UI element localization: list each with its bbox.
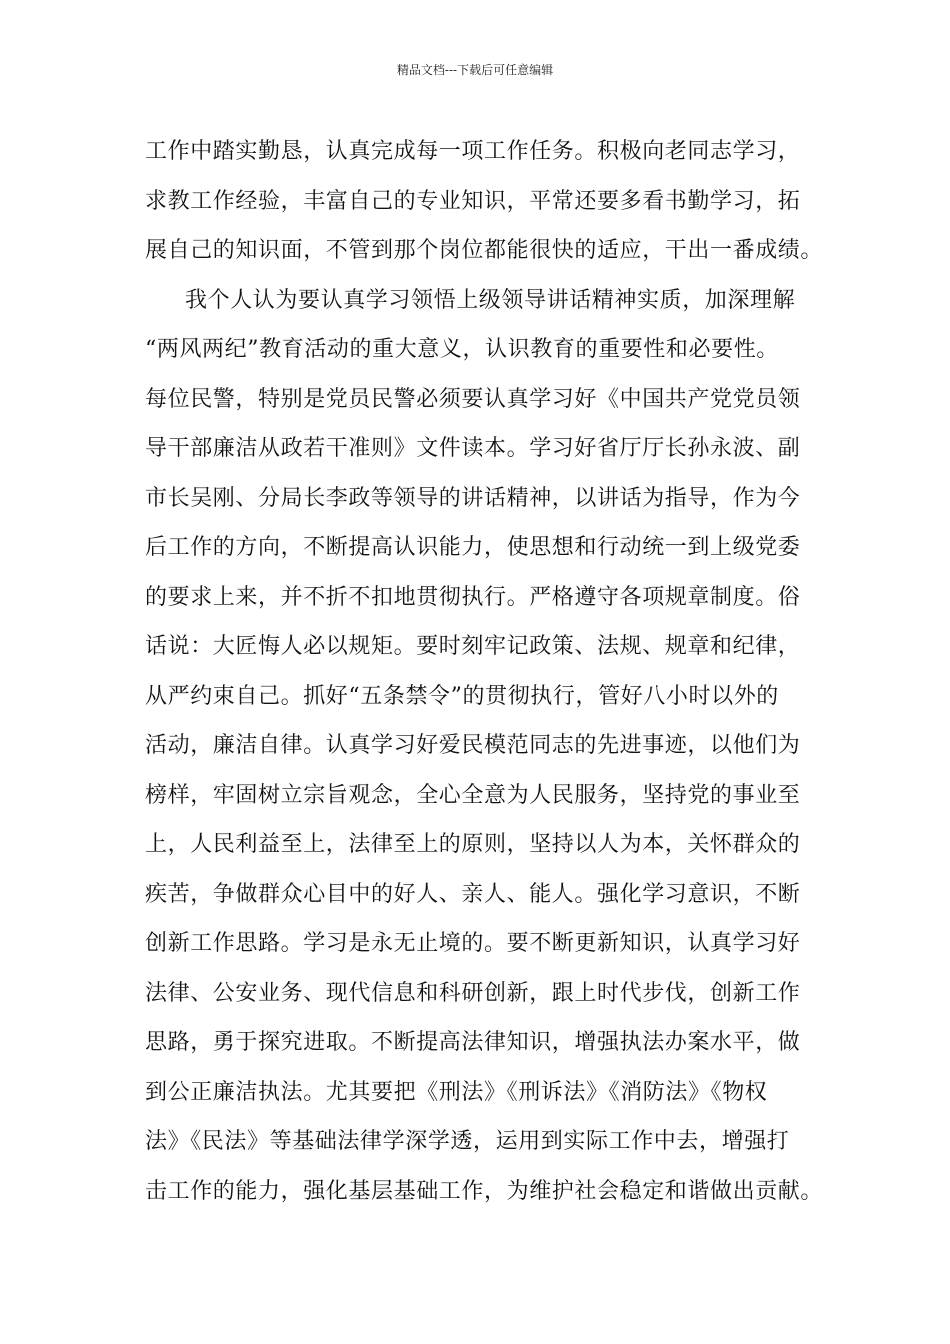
text-line: 导干部廉洁从政若干准则》文件读本。学习好省厅厅长孙永波、副: [145, 436, 801, 461]
paragraph-first-line: 我个人认为要认真学习领悟上级领导讲话精神实质，加深理解: [185, 287, 796, 313]
page-header: 精品文档---下载后可任意编辑: [396, 63, 554, 77]
text-line: 话说：大匠悔人必以规矩。要时刻牢记政策、法规、规章和纪律，: [145, 634, 801, 659]
text-line: 工作中踏实勤恳，认真完成每一项工作任务。积极向老同志学习，: [145, 139, 801, 164]
text-line: 市长吴刚、分局长李政等领导的讲话精神，以讲话为指导，作为今: [145, 485, 801, 511]
text-line: 活动，廉洁自律。认真学习好爱民模范同志的先进事迹，以他们为: [145, 733, 801, 758]
text-line: 上，人民利益至上，法律至上的原则，坚持以人为本，关怀群众的: [145, 832, 801, 857]
text-line: 从严约束自己。抓好“五条禁令”的贯彻执行，管好八小时以外的: [145, 683, 779, 709]
text-line: 展自己的知识面，不管到那个岗位都能很快的适应，干出一番成绩。: [145, 238, 824, 263]
text-line: 求教工作经验，丰富自己的专业知识，平常还要多看书勤学习，拓: [145, 188, 801, 214]
text-line: 的要求上来，并不折不扣地贯彻执行。严格遵守各项规章制度。俗: [145, 584, 801, 610]
text-line: 创新工作思路。学习是永无止境的。要不断更新知识，认真学习好: [145, 931, 801, 956]
text-line: 击工作的能力，强化基层基础工作，为维护社会稳定和谐做出贡献。: [145, 1178, 824, 1204]
text-line: 疾苦，争做群众心目中的好人、亲人、能人。强化学习意识，不断: [145, 881, 801, 907]
text-line: 每位民警，特别是党员民警必须要认真学习好《中国共产党党员领: [145, 386, 801, 412]
text-line: 法》《民法》等基础法律学深学透，运用到实际工作中去，增强打: [145, 1129, 790, 1154]
text-line: “两风两纪”教育活动的重大意义，认识教育的重要性和必要性。: [145, 337, 779, 362]
body-text: [145, 127, 825, 1216]
text-line: 到公正廉洁执法。尤其要把《刑法》《刑诉法》《消防法》《物权: [145, 1079, 768, 1105]
text-line: 法律、公安业务、现代信息和科研创新，跟上时代步伐，创新工作: [145, 980, 801, 1006]
text-line: 后工作的方向，不断提高认识能力，使思想和行动统一到上级党委: [145, 535, 801, 560]
text-line: 榜样，牢固树立宗旨观念，全心全意为人民服务，坚持党的事业至: [145, 782, 801, 808]
text-line: 思路，勇于探究进取。不断提高法律知识，增强执法办案水平，做: [145, 1030, 801, 1055]
